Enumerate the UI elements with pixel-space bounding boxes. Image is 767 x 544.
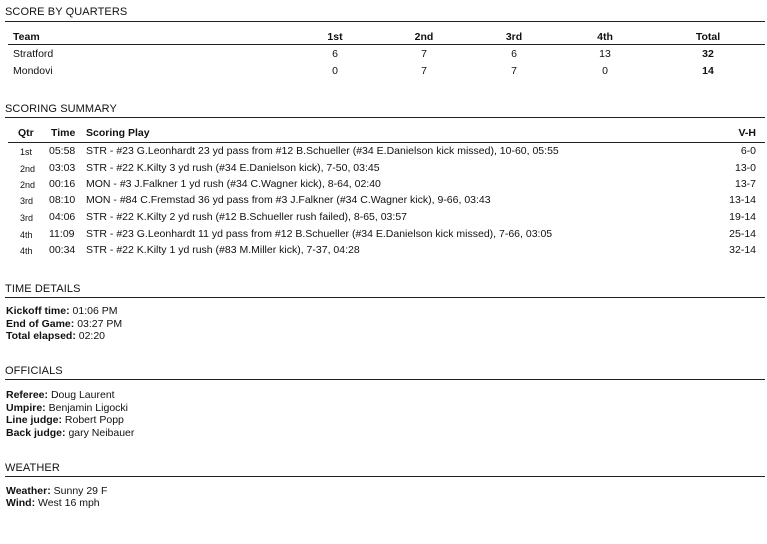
q1-score: 6	[332, 48, 338, 60]
section-divider	[5, 476, 765, 477]
header-underline	[8, 142, 765, 143]
row-time: 04:06	[49, 211, 76, 223]
wind-value: West 16 mph	[37, 497, 100, 509]
header-scoring-play: Scoring Play	[86, 127, 150, 139]
weather-value: Sunny 29 F	[53, 485, 108, 497]
row-vh: 25-14	[729, 228, 756, 240]
end-of-game-label: End of Game:	[6, 318, 75, 330]
kickoff-time	[6, 305, 117, 318]
official-line-judge	[6, 414, 124, 427]
row-time: 08:10	[49, 194, 76, 206]
row-vh: 19-14	[729, 211, 756, 223]
total-score: 32	[702, 48, 714, 60]
row-vh: 32-14	[729, 244, 756, 256]
total-elapsed-value: 02:20	[78, 330, 106, 342]
score-by-quarters-title: SCORE BY QUARTERS	[5, 6, 128, 18]
total-score: 14	[702, 65, 714, 77]
official-back-judge	[6, 427, 134, 440]
row-play: MON - #3 J.Falkner 1 yd rush (#34 C.Wagner kick), 8-64, 02:40	[86, 178, 381, 190]
q4-score: 13	[599, 48, 611, 60]
section-divider	[5, 117, 765, 118]
row-play: STR - #23 G.Leonhardt 11 yd pass from #12 B.Schueller (#34 E.Danielson kick missed), 7-66, 03:05	[86, 228, 553, 240]
weather-title: WEATHER	[5, 462, 60, 474]
q3-score: 6	[511, 48, 517, 60]
end-of-game-value: 03:27 PM	[77, 318, 123, 330]
row-vh: 6-0	[740, 145, 756, 157]
scoring-summary-title: SCORING SUMMARY	[5, 103, 117, 115]
row-time: 05:58	[49, 145, 76, 157]
section-divider	[5, 21, 765, 22]
row-time: 03:03	[49, 162, 76, 174]
team-name: Stratford	[13, 48, 54, 60]
official-role: Referee:	[6, 389, 49, 401]
row-qtr: 3rd	[20, 213, 34, 223]
official-name: Benjamin Ligocki	[48, 402, 128, 414]
row-qtr: 1st	[20, 147, 33, 157]
official-name: Robert Popp	[64, 414, 124, 426]
row-qtr: 2nd	[20, 180, 36, 190]
official-role: Line judge:	[6, 414, 62, 426]
header-4th: 4th	[597, 31, 613, 43]
wind-label: Wind:	[6, 497, 36, 509]
official-role: Back judge:	[6, 427, 66, 439]
row-qtr: 3rd	[20, 196, 34, 206]
q2-score: 7	[421, 65, 427, 77]
header-underline	[8, 44, 765, 45]
row-qtr: 2nd	[20, 164, 36, 174]
row-play: STR - #23 G.Leonhardt 23 yd pass from #12 B.Schueller (#34 E.Danielson kick missed), 10-60, 05:55	[86, 145, 559, 157]
row-vh: 13-0	[734, 162, 756, 174]
official-name: gary Neibauer	[68, 427, 135, 439]
row-time: 00:34	[49, 244, 76, 256]
official-referee	[6, 389, 115, 402]
official-role: Umpire:	[6, 402, 46, 414]
row-vh: 13-14	[729, 194, 756, 206]
section-divider	[5, 379, 765, 380]
row-play: STR - #22 K.Kilty 2 yd rush (#12 B.Schueller rush failed), 8-65, 03:57	[86, 211, 407, 223]
total-elapsed-label: Total elapsed:	[6, 330, 76, 342]
header-vh: V-H	[738, 127, 756, 139]
officials-title: OFFICIALS	[5, 365, 63, 377]
row-qtr: 4th	[20, 246, 33, 256]
section-divider	[5, 297, 765, 298]
row-time: 00:16	[49, 178, 76, 190]
team-name: Mondovi	[13, 65, 53, 77]
row-time: 11:09	[49, 228, 75, 240]
weather-label: Weather:	[6, 485, 51, 497]
header-total: Total	[695, 31, 721, 43]
total-elapsed	[6, 330, 105, 343]
row-vh: 13-7	[734, 178, 756, 190]
header-qtr: Qtr	[18, 127, 34, 139]
row-play: STR - #22 K.Kilty 1 yd rush (#83 M.Miller kick), 7-37, 04:28	[86, 244, 360, 256]
kickoff-time-value: 01:06 PM	[72, 305, 118, 317]
official-name: Doug Laurent	[50, 389, 115, 401]
q2-score: 7	[421, 48, 427, 60]
wind-condition	[6, 497, 100, 510]
q1-score: 0	[332, 65, 338, 77]
header-3rd: 3rd	[505, 31, 523, 43]
header-1st: 1st	[327, 31, 343, 43]
header-2nd: 2nd	[414, 31, 434, 43]
row-qtr: 4th	[20, 230, 33, 240]
header-time: Time	[51, 127, 76, 139]
q3-score: 7	[511, 65, 517, 77]
header-team: Team	[13, 31, 40, 43]
time-details-title: TIME DETAILS	[5, 283, 81, 295]
q4-score: 0	[602, 65, 608, 77]
row-play: STR - #22 K.Kilty 3 yd rush (#34 E.Danielson kick), 7-50, 03:45	[86, 162, 380, 174]
row-play: MON - #84 C.Fremstad 36 yd pass from #3 J.Falkner (#34 C.Wagner kick), 9-66, 03:43	[86, 194, 491, 206]
kickoff-time-label: Kickoff time:	[6, 305, 70, 317]
